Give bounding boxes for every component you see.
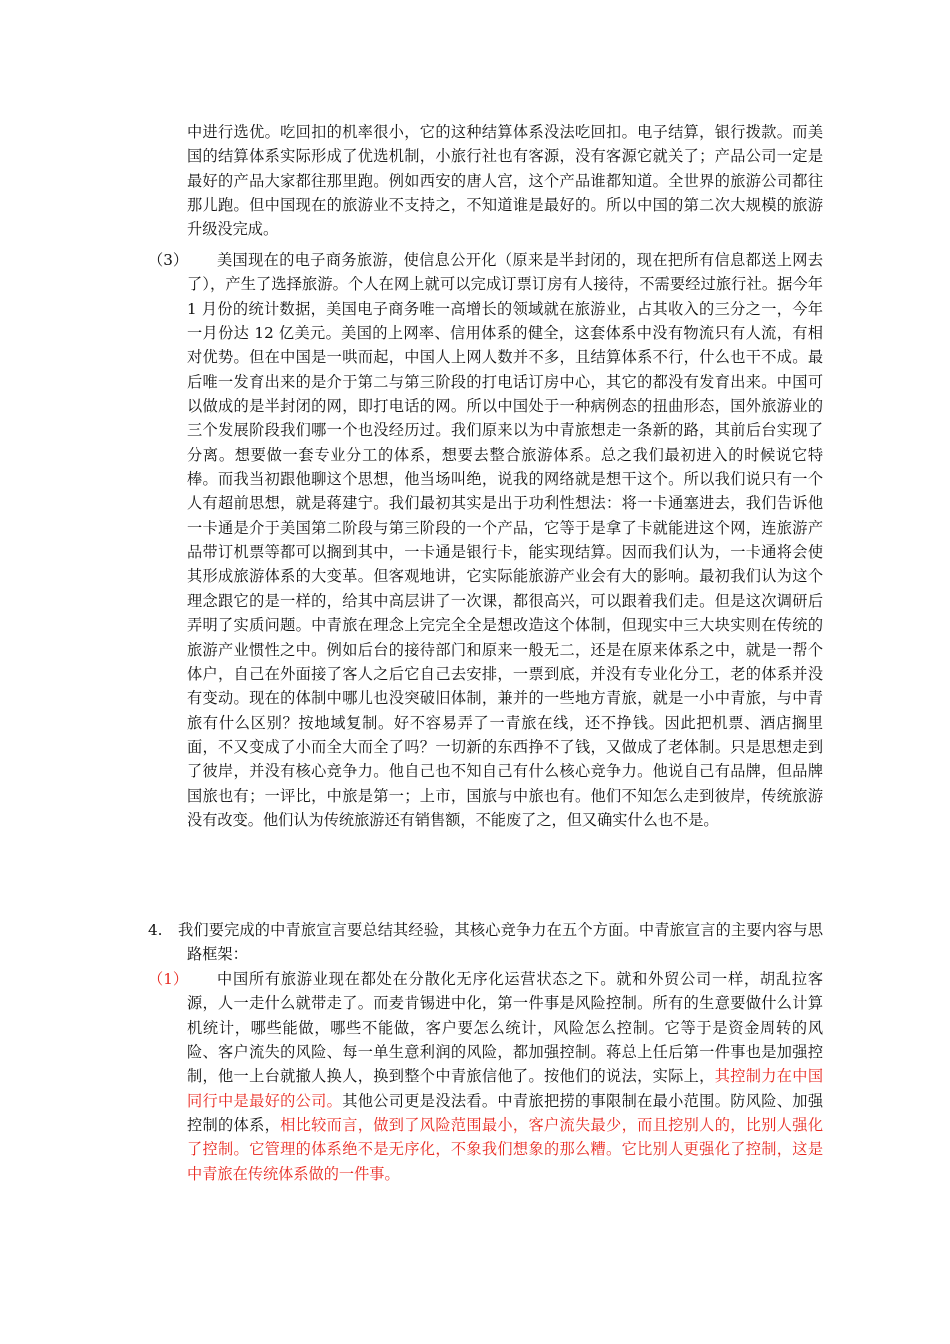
- item-3-marker: （3）: [148, 251, 189, 269]
- item-1-marker: （1）: [148, 970, 189, 988]
- intro-text: 中进行选优。吃回扣的机率很小，它的这种结算体系没法吃回扣。电子结算，银行拨款。而美国的结算体系实际形成了优选机制，小旅行社也有客源，没有客源它就关了；产品公司一定是最好的产品大家都往那里跑。例如西安的唐人宫，这个产品谁都知道。全世界的旅游公司都往那儿跑。但中国现在的旅游业不支持之，不知道谁是最好的。所以中国的第二次大规模的旅游升级没完成。: [187, 123, 823, 239]
- item-4-marker: 4.: [148, 921, 163, 939]
- item-4-paragraph: [178, 918, 823, 967]
- item-4-text: 我们要完成的中青旅宣言要总结其经验，其核心竞争力在五个方面。中青旅宣言的主要内容与思路框架：: [178, 921, 823, 964]
- item-1-highlight-1: 其控制力在中国同行中是最好的公司。: [187, 1067, 824, 1110]
- item-1-text-a: 中国所有旅游业现在都处在分散化无序化运营状态之下。就和外贸公司一样，胡乱拉客源，人一走什么就带走了。而麦肯锡进中化，第一件事是风险控制。所有的生意要做什么计算机统计，哪些能做，哪些不能做，客户要怎么统计，风险怎么控制。它等于是资金周转的风险、客户流失的风险、每一单生意利润的风险，都加强控制。蒋总上任后第一件事也是加强控制，他一上台就撤人换人，换到整个中青旅信他了。按他们的说法，实际上，: [187, 970, 823, 1086]
- item-1-highlight-2: 相比较而言，做到了风险范围最小，客户流失最少，而且挖别人的，比别人强化了控制。它管理的体系绝不是无序化，不象我们想象的那么糟。它比别人更强化了控制，这是中青旅在传统体系做的一件事。: [187, 1116, 824, 1183]
- item-1-text-b: 其他公司更是没法看。中青旅把捞的事限制在最小范围。防风险、加强控制的体系，: [187, 1091, 824, 1135]
- intro-paragraph: [187, 120, 823, 242]
- item-3-text: 美国现在的电子商务旅游，使信息公开化（原来是半封闭的，现在把所有信息都送上网去了），产生了选择旅游。个人在网上就可以完成订票订房有人接待，不需要经过旅行社。据今年 1 月份的统计数据，美国电子商务唯一高增长的领域就在旅游业，占其收入的三分之一，今年一月份达 12 亿美元。美国的上网率、信用体系的健全，这套体系中没有物流只有人流，有相对优势。但在中国是一哄而起，中国人上网人数并不多，且结算体系不行，什么也干不成。最后唯一发育出来的是介于第二与第三阶段的打电话订房中心，其它的都没有发育出来。中国可以做成的是半封闭的网，即打电话的网。所以中国处于一种病例态的扭曲形态，国外旅游业的三个发展阶段我们哪一个也没经历过。我们原来以为中青旅想走一条新的路，其前后台实现了分离。想要做一套专业分工的体系，想要去整合旅游体系。总之我们最初进入的时候说它特棒。而我当初跟他聊这个思想，他当场叫绝，说我的网络就是想干这个。所以我们说只有一个人有超前思想，就是蒋建宁。我们最初其实是出于功利性想法：将一卡通塞进去，我们告诉他一卡通是介于美国第二阶段与第三阶段的一个产品，它等于是拿了卡就能进这个网，连旅游产品带订机票等都可以搁到其中，一卡通是银行卡，能实现结算。因而我们认为，一卡通将会使其形成旅游体系的大变革。但客观地讲，它实际能旅游产业会有大的影响。最初我们认为这个理念跟它的是一样的，给其中高层讲了一次课，都很高兴，可以跟着我们走。但是这次调研后弄明了实质问题。中青旅在理念上完完全全是想改造这个体制，但现实中三大块实则在传统的旅游产业惯性之中。例如后台的接待部门和原来一般无二，还是在原来体系之中，就是一帮个体户，自己在外面接了客人之后它自己去安排，一票到底，并没有专业化分工，老的体系并没有变动。现在的体制中哪儿也没突破旧体制，兼并的一些地方青旅，就是一小中青旅，与中青旅有什么区别？按地域复制。好不容易弄了一青旅在线，还不挣钱。因此把机票、酒店搁里面，不又变成了小而全大而全了吗？一切新的东西挣不了钱，又做成了老体制。只是思想走到了彼岸，并没有核心竞争力。他自己也不知自己有什么核心竞争力。他说自己有品牌，但品牌国旅也有；一评比，中旅是第一；上市，国旅与中旅也有。他们不知怎么走到彼岸，传统旅游没有改变。他们认为传统旅游还有销售额，不能废了之，但又确实什么也不是。: [187, 251, 823, 829]
- item-1-paragraph: [187, 967, 823, 1186]
- item-3-paragraph: [187, 248, 823, 832]
